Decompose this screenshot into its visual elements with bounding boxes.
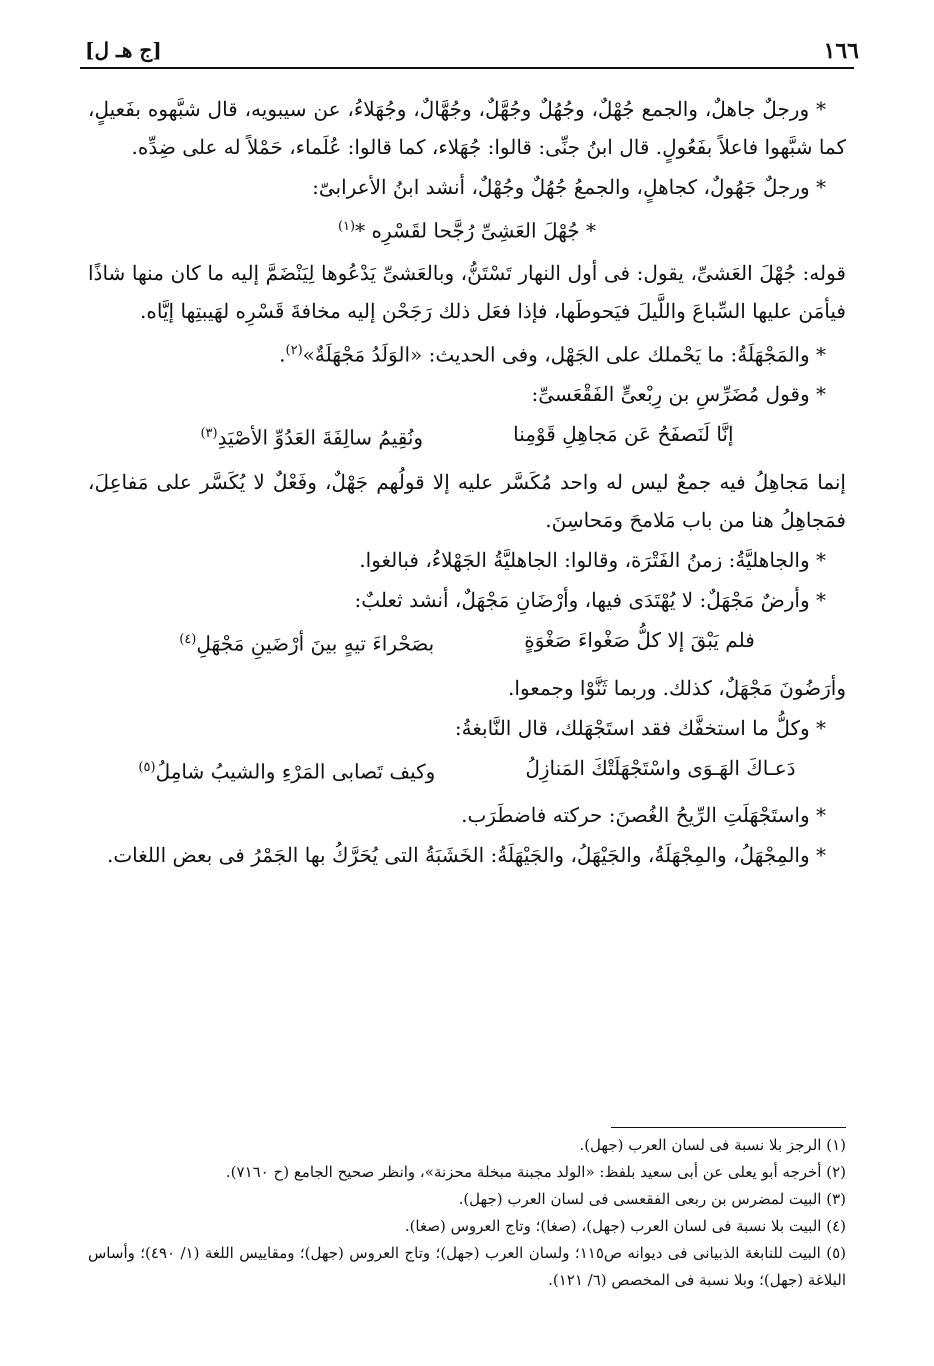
- verse-couplet: [88, 749, 846, 791]
- footnote-ref: (١): [337, 219, 356, 234]
- entry-paragraph: * ورجلٌ جاهلٌ، والجمع جُهْلٌ، وجُهُلٌ وجُهَّلٌ، وجُهَّالٌ، وجُهَلاءُ، عن سيبويه، قال شبَّهوه بفَعيلٍ، كما شبَّهوا فاعلاً بفَعُولٍ. قال ابنُ جنِّى: قالوا: جُهَلاء، كما قالوا: عُلَماء، حَمْلاً له على ضِدِّه.: [88, 97, 846, 159]
- footnotes: [88, 1132, 846, 1294]
- entry-paragraph: إنما مَجاهِلُ فيه جمعٌ ليس له واحد مُكَسَّر عليه إلا قولُهم جَهْلٌ، وفَعْلٌ لا يُكَسَّر على مَفاعِلَ، فمَجاهِلُ هنا من باب مَلامحَ ومَحاسِنَ.: [88, 469, 846, 532]
- entry-paragraph: * وكلُّ ما استخفَّك فقد استَجْهَلك، قال النَّابغةُ:: [454, 715, 826, 740]
- entry-paragraph: * وقول مُضَرِّسِ بن رِبْعىٍّ الفَقْعَسىِّ:: [531, 382, 826, 407]
- entry-paragraph: * ورجلٌ جَهُولٌ، كجاهلٍ، والجمعُ جُهُلٌ وجُهْلٌ، أنشد ابنُ الأعرابىّ:: [312, 175, 826, 199]
- footnote-ref: (٣): [200, 426, 218, 442]
- verse-text: بصَحْراءَ تيهٍ بينَ أرْضَينِ مَجْهَلِ: [196, 631, 435, 656]
- entry-paragraph: * والجاهليَّةُ: زمنُ الفَتْرَة، وقالوا: الجاهليَّةُ الجَهْلاءُ، فبالغوا.: [359, 547, 826, 572]
- entry-paragraph: وأرَضُونَ مَجْهَلٌ، كذلك. وربما ثَنَّوْا وجمعوا.: [508, 675, 846, 700]
- verse-line: [88, 208, 846, 250]
- entry-text-end: .: [279, 342, 286, 367]
- verse-text: وكيف تَصابى المَرْءِ والشيبُ شامِلُ: [155, 759, 436, 784]
- verse-couplet: [88, 415, 846, 457]
- footnote: (٤) البيت بلا نسبة فى لسان العرب (جهل)، (صغا)؛ وتاج العروس (صغا).: [404, 1217, 846, 1235]
- verse-second-hemistich: [200, 415, 423, 457]
- main-text: [88, 90, 846, 876]
- verse-text: ونُقِيمُ سالِفَةَ العَدُوِّ الأصْيَدِ: [217, 425, 424, 450]
- verse-first-hemistich: دَعـاكَ الهَـوَى واسْتَجْهَلَتْكَ المَنازِلُ: [525, 755, 796, 780]
- footnote-ref: (٥): [138, 759, 156, 775]
- footnote-ref: (٤): [179, 631, 197, 647]
- entry-paragraph: [88, 332, 846, 374]
- entry-text: * والمَجْهَلَةُ: ما يَحْملك على الجَهْل، وفى الحديث: «الوَلَدُ مَجْهَلَةٌ»: [302, 342, 826, 367]
- footnote: (٣) البيت لمضرس بن ربعى الفقعسى فى لسان العرب (جهل).: [458, 1190, 846, 1208]
- footnote: (٥) البيت للنابغة الذبيانى فى ديوانه ص١١٥؛ ولسان العرب (جهل)؛ وتاج العروس (جهل)؛ ومقاييس اللغة (١/ ٤٩٠)؛ وأساس البلاغة (جهل)؛ وبلا نسبة فى المخصص (٦/ ١٢١).: [88, 1244, 847, 1289]
- entry-paragraph: * واستَجْهَلَتِ الرِّيحُ الغُصنَ: حركته فاضطَرَب.: [461, 803, 826, 828]
- verse-second-hemistich: [138, 749, 435, 791]
- verse-second-hemistich: [179, 621, 434, 663]
- page-number: ١٦٦: [823, 38, 859, 64]
- header-rule: [80, 67, 854, 69]
- verse-couplet: [88, 621, 846, 663]
- entry-paragraph: * والمِجْهَلُ، والمِجْهَلَةُ، والجَيْهَلُ، والجَيْهَلَةُ: الخَشَبَةُ التى يُحَرَّكُ بها الجَمْرُ فى بعض اللغات.: [106, 843, 826, 868]
- verse-first-hemistich: فلم يَبْقَ إلا كلُّ صَغْواءَ صَغْوَةٍ: [524, 627, 755, 652]
- footnote: (٢) أخرجه أبو يعلى عن أبى سعيد بلفظ: «الولد مجبنة مبخلة محزنة»، وانظر صحيح الجامع (ح ٧١٦٠).: [225, 1163, 846, 1181]
- entry-paragraph: قوله: جُهْلَ العَشىِّ، يقول: فى أول النهار تَسْتَنُّ، وبالعَشىِّ يَدْعُوها لِيَنْضَمَّ إليه ما كان منها شاذًا فيأمَن عليها السِّباعَ واللَّيلَ فيَحوطَها، فإذا فعَل ذلك رَجَحْن إليه مخافةَ قَسْرِه لهَيبتِها إيَّاه.: [88, 260, 846, 323]
- entry-paragraph: * وأرضٌ مَجْهَلٌ: لا يُهْتَدَى فيها، وأرْضَانِ مَجْهَلٌ، أنشد ثعلبٌ:: [354, 587, 826, 612]
- footnote-ref: (٢): [285, 342, 303, 358]
- page-header: [40, 38, 894, 68]
- footnote: (١) الرجز بلا نسبة فى لسان العرب (جهل).: [579, 1136, 846, 1154]
- verse-text: * جُهْلَ العَشِىِّ رُجَّحا لقَسْرِه *: [355, 218, 597, 243]
- verse-first-hemistich: إنَّا لَنَصفَحُ عَن مَجاهِلِ قَوْمِنا: [513, 422, 734, 447]
- footnote-rule: [611, 1127, 846, 1128]
- root-label: [ج هـ ل]: [85, 38, 162, 62]
